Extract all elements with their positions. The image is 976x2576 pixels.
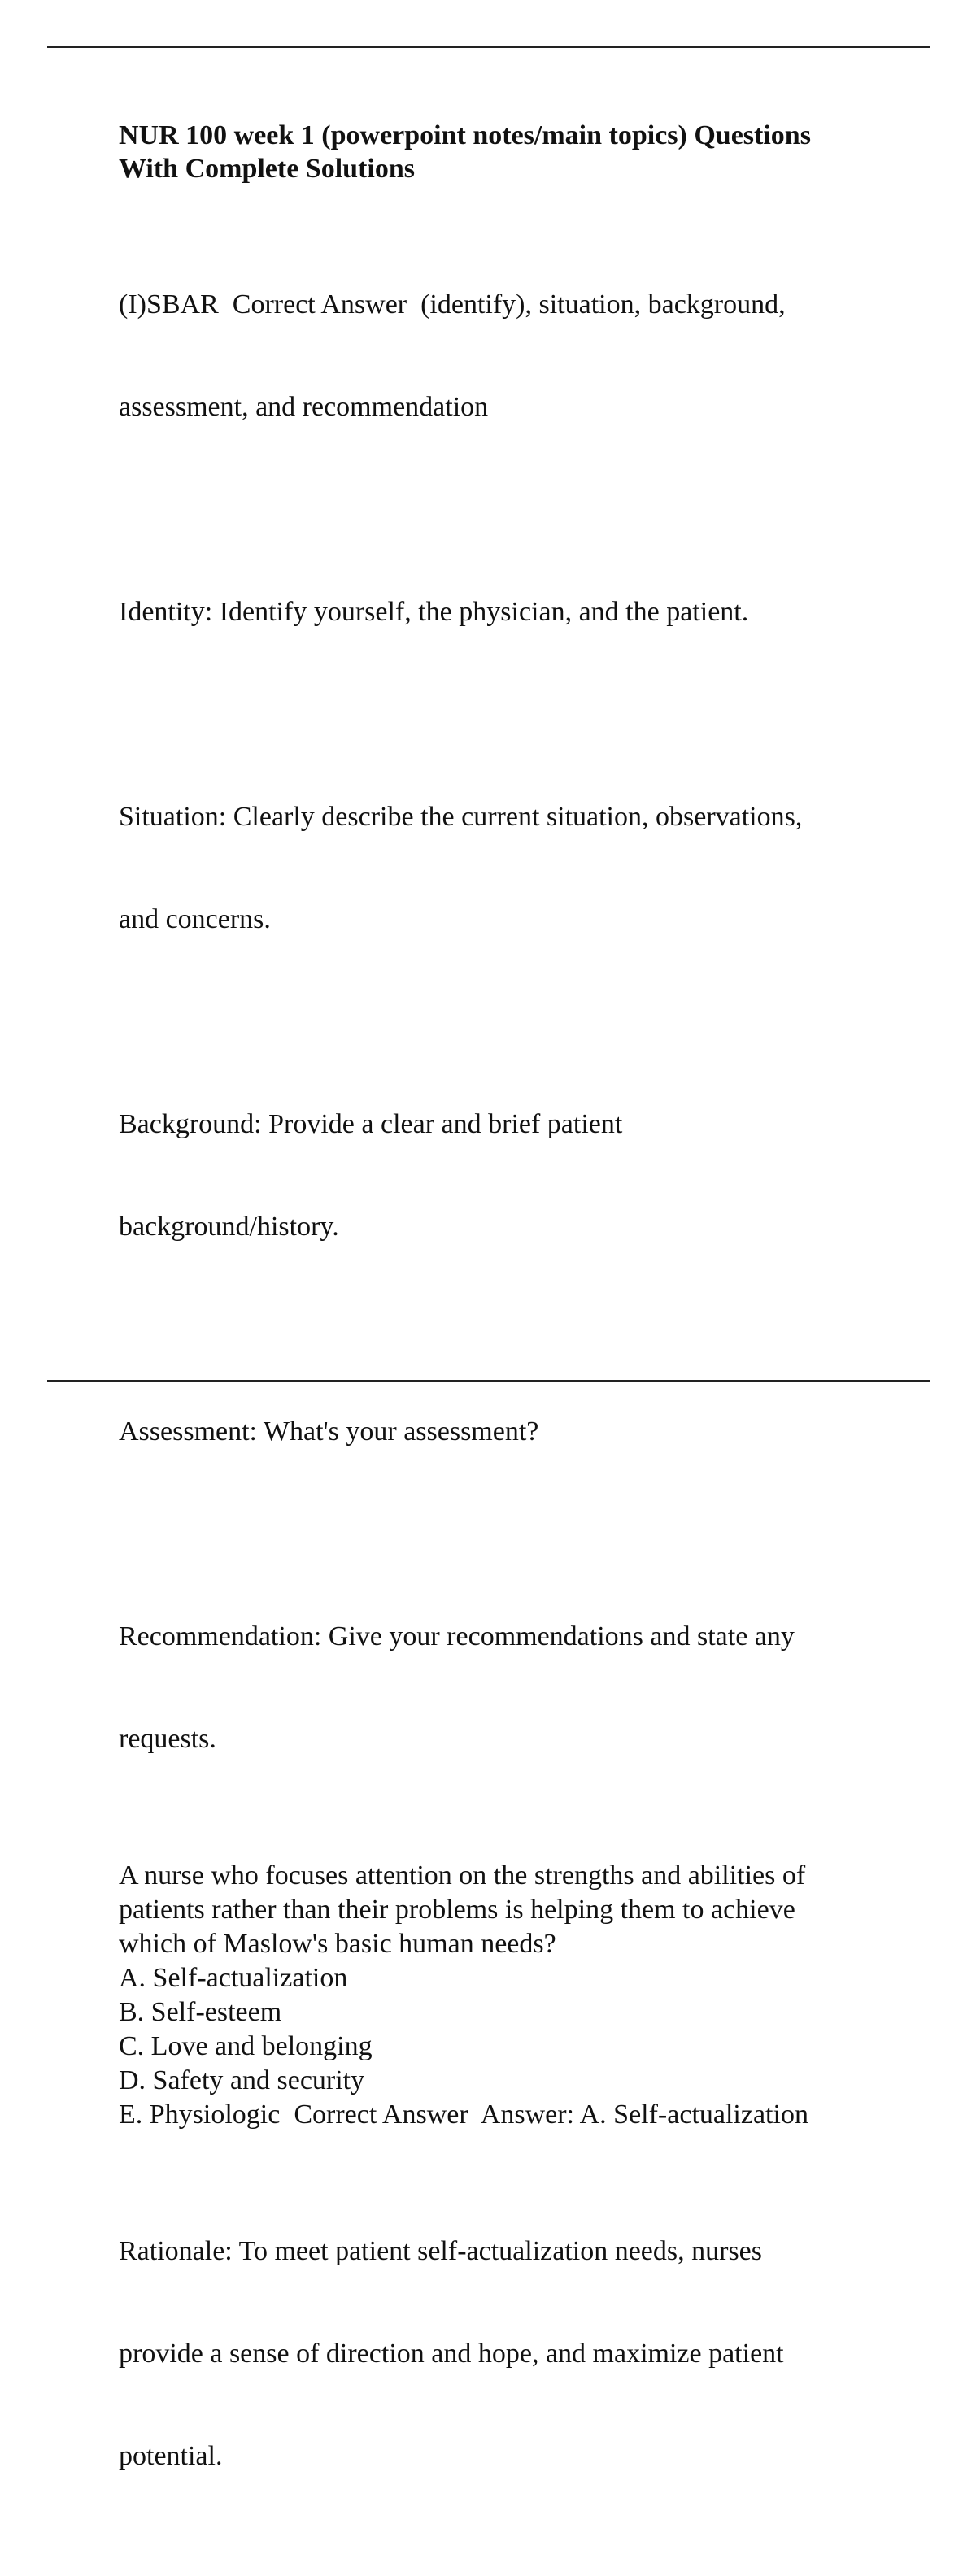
question-line: patients rather than their problems is helping them to achieve bbox=[119, 1895, 795, 1925]
document-title bbox=[119, 119, 891, 185]
text-line: (I)SBAR Correct Answer (identify), situation, background, bbox=[119, 289, 786, 320]
situation-paragraph bbox=[119, 732, 891, 1005]
text-line: and concerns. bbox=[119, 904, 271, 934]
assessment-paragraph bbox=[119, 1347, 891, 1517]
question-line: A nurse who focuses attention on the strengths and abilities of bbox=[119, 1860, 806, 1891]
text-line: Situation: Clearly describe the current situation, observations, bbox=[119, 802, 803, 832]
text-line: provide a sense of direction and hope, and maximize patient bbox=[119, 2339, 784, 2369]
text-line: Background: Provide a clear and brief patient bbox=[119, 1109, 623, 1139]
answer-option: B. Self-esteem bbox=[119, 1997, 282, 2027]
text-line: Rationale: To meet patient self-actualization needs, nurses bbox=[119, 2236, 762, 2266]
text-line: potential. bbox=[119, 2441, 223, 2471]
document-body bbox=[119, 119, 891, 2576]
text-line: requests. bbox=[119, 1724, 216, 1754]
text-line: assessment, and recommendation bbox=[119, 392, 489, 422]
question-line: which of Maslow's basic human needs? bbox=[119, 1929, 556, 1959]
sbar-paragraph bbox=[119, 220, 891, 493]
title-line: NUR 100 week 1 (powerpoint notes/main topics) Questions bbox=[119, 120, 811, 150]
rationale-paragraph bbox=[119, 2166, 891, 2542]
recommendation-paragraph bbox=[119, 1551, 891, 1825]
background-paragraph bbox=[119, 1039, 891, 1312]
maslow-question bbox=[119, 1859, 891, 2132]
answer-option: E. Physiologic Correct Answer Answer: A. Self-actualization bbox=[119, 2100, 808, 2130]
answer-option: A. Self-actualization bbox=[119, 1963, 348, 1993]
text-line: Recommendation: Give your recommendations and state any bbox=[119, 1621, 795, 1651]
top-rule bbox=[47, 46, 930, 48]
answer-option: D. Safety and security bbox=[119, 2065, 365, 2095]
identity-paragraph bbox=[119, 527, 891, 698]
text-line: Assessment: What's your assessment? bbox=[119, 1416, 539, 1447]
title-line: With Complete Solutions bbox=[119, 154, 415, 184]
text-line: Identity: Identify yourself, the physician, and the patient. bbox=[119, 597, 749, 627]
answer-option: C. Love and belonging bbox=[119, 2031, 373, 2061]
text-line: background/history. bbox=[119, 1212, 339, 1242]
bottom-rule bbox=[47, 1380, 930, 1382]
